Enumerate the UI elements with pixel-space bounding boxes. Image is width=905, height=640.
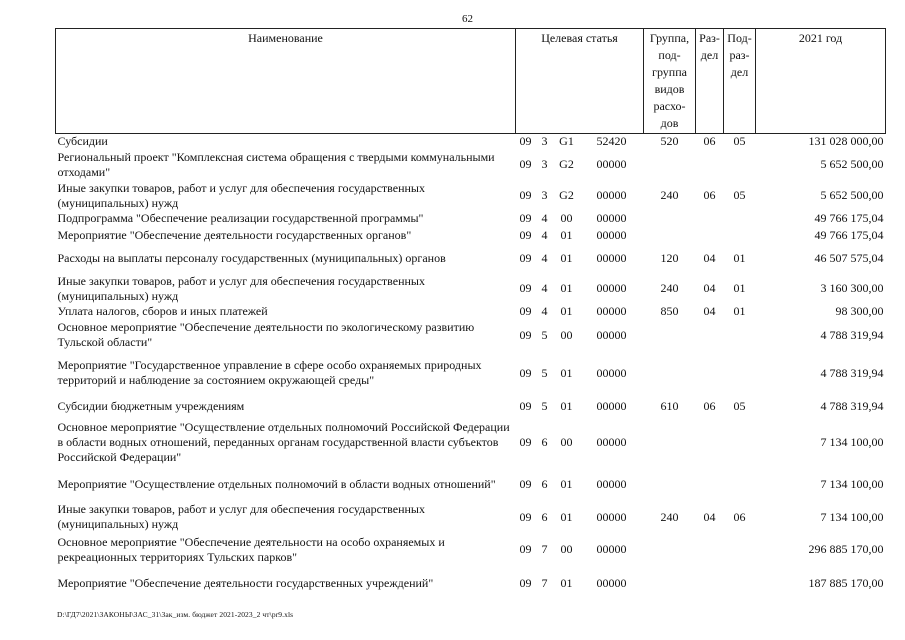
table-row — [56, 567, 886, 600]
expense-group — [644, 226, 696, 244]
target-code-direction: 00000 — [596, 542, 627, 556]
target-code-subprogram: 7 — [541, 542, 548, 556]
target-code-event: 01 — [560, 576, 573, 590]
expense-group: 120 — [660, 251, 679, 265]
row-name: Подпрограмма "Обеспечение реализации государственной программы" — [57, 211, 424, 225]
section-code — [696, 211, 724, 226]
section-code: 06 — [703, 188, 716, 202]
target-code-program: 09 — [519, 542, 532, 556]
target-code-direction: 00000 — [596, 576, 627, 590]
section-code: 06 — [703, 134, 716, 148]
section-code: 04 — [703, 509, 716, 524]
section-code: 04 — [703, 281, 716, 295]
target-code-program: 09 — [519, 227, 532, 242]
target-code-event: 01 — [560, 251, 573, 265]
amount-2021: 7 134 100,00 — [820, 509, 884, 524]
budget-table — [55, 28, 886, 600]
table-row — [56, 211, 886, 226]
table-row — [56, 417, 886, 467]
header-group: Группа, под-группа видов расхо-дов — [644, 29, 696, 134]
table-row — [56, 149, 886, 180]
amount-2021: 4 788 319,94 — [820, 365, 884, 380]
amount-2021: 98 300,00 — [835, 304, 884, 318]
amount-2021: 296 885 170,00 — [808, 542, 884, 556]
subsection-code — [724, 417, 756, 467]
section-code — [696, 467, 724, 502]
amount-2021: 131 028 000,00 — [808, 134, 884, 148]
row-name: Мероприятие "Обеспечение деятельности государственных органов" — [57, 227, 412, 242]
subsection-code: 05 — [733, 134, 746, 148]
table-row — [56, 244, 886, 273]
target-code-subprogram: 4 — [541, 281, 548, 295]
row-name: Субсидии — [57, 134, 108, 148]
file-path-footer: D:\ГД7\2021\ЗАКОНЫ\ЗАС_31\Зак_изм. бюджет 2021-2023_2 чт\pr9.xls — [57, 610, 294, 619]
section-code — [696, 149, 724, 180]
target-code-event: G2 — [559, 157, 574, 171]
target-code-program: 09 — [519, 477, 532, 491]
subsection-code: 05 — [733, 398, 746, 413]
expense-group — [644, 467, 696, 502]
target-code-direction: 00000 — [596, 365, 627, 380]
target-code-direction: 00000 — [596, 211, 627, 225]
target-code-subprogram: 4 — [541, 251, 548, 265]
target-code-subprogram: 5 — [541, 365, 548, 380]
row-name: Уплата налогов, сборов и иных платежей — [57, 304, 268, 318]
target-code-event: 00 — [560, 434, 573, 449]
section-code: 04 — [703, 251, 716, 265]
row-name: Региональный проект "Комплексная система обращения с твердыми коммунальными отходами" — [57, 149, 495, 179]
amount-2021: 49 766 175,04 — [814, 227, 884, 242]
page-number: 62 — [462, 13, 473, 25]
header-year: 2021 год — [756, 29, 886, 134]
target-code-program: 09 — [519, 434, 532, 449]
expense-group: 240 — [660, 188, 679, 202]
header-row — [56, 29, 886, 134]
row-name: Иные закупки товаров, работ и услуг для обеспечения государственных (муниципальных) нужд — [57, 502, 425, 531]
subsection-code — [724, 226, 756, 244]
table-row — [56, 180, 886, 211]
target-code-program: 09 — [519, 398, 532, 413]
subsection-code — [724, 467, 756, 502]
target-code-subprogram: 6 — [541, 477, 548, 491]
table-row — [56, 304, 886, 319]
target-code-event: 01 — [560, 281, 573, 295]
target-code-program: 09 — [519, 251, 532, 265]
target-code-subprogram: 3 — [541, 134, 548, 148]
row-name: Основное мероприятие "Обеспечение деятельности на особо охраняемых и рекреационных территориях Тульских парков" — [57, 534, 445, 564]
expense-group — [644, 319, 696, 351]
target-code-subprogram: 6 — [541, 434, 548, 449]
row-name: Мероприятие "Обеспечение деятельности государственных учреждений" — [57, 576, 434, 590]
target-code-subprogram: 3 — [541, 188, 548, 202]
target-code-direction: 00000 — [596, 251, 627, 265]
target-code-program: 09 — [519, 134, 532, 148]
amount-2021: 46 507 575,04 — [814, 251, 884, 265]
subsection-code: 01 — [733, 281, 746, 295]
row-name: Иные закупки товаров, работ и услуг для обеспечения государственных (муниципальных) нужд — [57, 180, 425, 210]
section-code — [696, 319, 724, 351]
target-code-program: 09 — [519, 327, 532, 342]
expense-group: 610 — [660, 398, 679, 413]
section-code — [696, 532, 724, 567]
target-code-subprogram: 5 — [541, 398, 548, 413]
table-row — [56, 467, 886, 502]
target-code-program: 09 — [519, 157, 532, 171]
target-code-program: 09 — [519, 188, 532, 202]
row-name: Основное мероприятие "Осуществление отдельных полномочий Российской Федерации в области водных отношений, переданных органам государственной власти субъектов Российской Федерации" — [57, 419, 510, 464]
expense-group — [644, 567, 696, 600]
target-code-direction: 00000 — [596, 157, 627, 171]
subsection-code — [724, 319, 756, 351]
header-target: Целевая статья — [516, 29, 644, 134]
expense-group — [644, 351, 696, 395]
row-name: Основное мероприятие "Обеспечение деятельности по экологическому развитию Тульской области" — [57, 320, 475, 349]
amount-2021: 4 788 319,94 — [820, 398, 884, 413]
target-code-direction: 52420 — [596, 134, 627, 148]
target-code-event: 01 — [560, 509, 573, 524]
subsection-code: 01 — [733, 304, 746, 318]
subsection-code — [724, 211, 756, 226]
amount-2021: 7 134 100,00 — [820, 477, 884, 491]
table-row — [56, 502, 886, 532]
subsection-code — [724, 567, 756, 600]
target-code-event: 01 — [560, 304, 573, 318]
subsection-code — [724, 149, 756, 180]
header-subsection: Под-раз-дел — [724, 29, 756, 134]
header-section: Раз-дел — [696, 29, 724, 134]
row-name: Иные закупки товаров, работ и услуг для обеспечения государственных (муниципальных) нужд — [57, 273, 425, 303]
expense-group: 240 — [660, 281, 679, 295]
target-code-subprogram: 5 — [541, 327, 548, 342]
target-code-event: G1 — [559, 134, 574, 148]
table-row — [56, 319, 886, 351]
table-row — [56, 226, 886, 244]
table-row — [56, 395, 886, 417]
target-code-direction: 00000 — [596, 477, 627, 491]
target-code-event: 01 — [560, 365, 573, 380]
expense-group: 520 — [660, 134, 679, 148]
amount-2021: 5 652 500,00 — [820, 157, 884, 171]
target-code-direction: 00000 — [596, 281, 627, 295]
header-name: Наименование — [56, 29, 516, 134]
expense-group: 240 — [660, 509, 679, 524]
table-row — [56, 351, 886, 395]
amount-2021: 187 885 170,00 — [808, 576, 884, 590]
row-name: Мероприятие "Государственное управление в сфере особо охраняемых природных территорий и наблюдение за состоянием окружающей среды" — [57, 358, 482, 387]
table-row — [56, 134, 886, 150]
target-code-direction: 00000 — [596, 327, 627, 342]
target-code-program: 09 — [519, 304, 532, 318]
target-code-subprogram: 3 — [541, 157, 548, 171]
target-code-program: 09 — [519, 211, 532, 225]
target-code-subprogram: 6 — [541, 509, 548, 524]
target-code-subprogram: 4 — [541, 227, 548, 242]
amount-2021: 49 766 175,04 — [814, 211, 884, 225]
subsection-code: 01 — [733, 251, 746, 265]
target-code-program: 09 — [519, 576, 532, 590]
section-code — [696, 226, 724, 244]
table-body — [56, 134, 886, 601]
amount-2021: 3 160 300,00 — [820, 281, 884, 295]
target-code-event: 00 — [560, 327, 573, 342]
expense-group — [644, 532, 696, 567]
target-code-direction: 00000 — [596, 227, 627, 242]
expense-group — [644, 417, 696, 467]
amount-2021: 7 134 100,00 — [820, 434, 884, 449]
subsection-code — [724, 351, 756, 395]
target-code-subprogram: 7 — [541, 576, 548, 590]
target-code-event: 01 — [560, 398, 573, 413]
target-code-event: 00 — [560, 542, 573, 556]
target-code-direction: 00000 — [596, 434, 627, 449]
target-code-event: G2 — [559, 188, 574, 202]
section-code — [696, 567, 724, 600]
target-code-program: 09 — [519, 281, 532, 295]
row-name: Мероприятие "Осуществление отдельных полномочий в области водных отношений" — [57, 477, 496, 491]
target-code-program: 09 — [519, 509, 532, 524]
table-row — [56, 532, 886, 567]
subsection-code: 06 — [733, 509, 746, 524]
target-code-event: 01 — [560, 477, 573, 491]
target-code-direction: 00000 — [596, 509, 627, 524]
amount-2021: 4 788 319,94 — [820, 327, 884, 342]
target-code-direction: 00000 — [596, 398, 627, 413]
target-code-event: 00 — [560, 211, 573, 225]
target-code-subprogram: 4 — [541, 304, 548, 318]
row-name: Расходы на выплаты персоналу государственных (муниципальных) органов — [57, 251, 446, 265]
expense-group: 850 — [660, 304, 679, 318]
target-code-direction: 00000 — [596, 188, 627, 202]
subsection-code: 05 — [733, 188, 746, 202]
amount-2021: 5 652 500,00 — [820, 188, 884, 202]
section-code: 04 — [703, 304, 716, 318]
subsection-code — [724, 532, 756, 567]
target-code-subprogram: 4 — [541, 211, 548, 225]
section-code: 06 — [703, 398, 716, 413]
target-code-program: 09 — [519, 365, 532, 380]
target-code-event: 01 — [560, 227, 573, 242]
row-name: Субсидии бюджетным учреждениям — [57, 398, 245, 413]
expense-group — [644, 211, 696, 226]
target-code-direction: 00000 — [596, 304, 627, 318]
table-row — [56, 273, 886, 304]
section-code — [696, 351, 724, 395]
expense-group — [644, 149, 696, 180]
section-code — [696, 417, 724, 467]
